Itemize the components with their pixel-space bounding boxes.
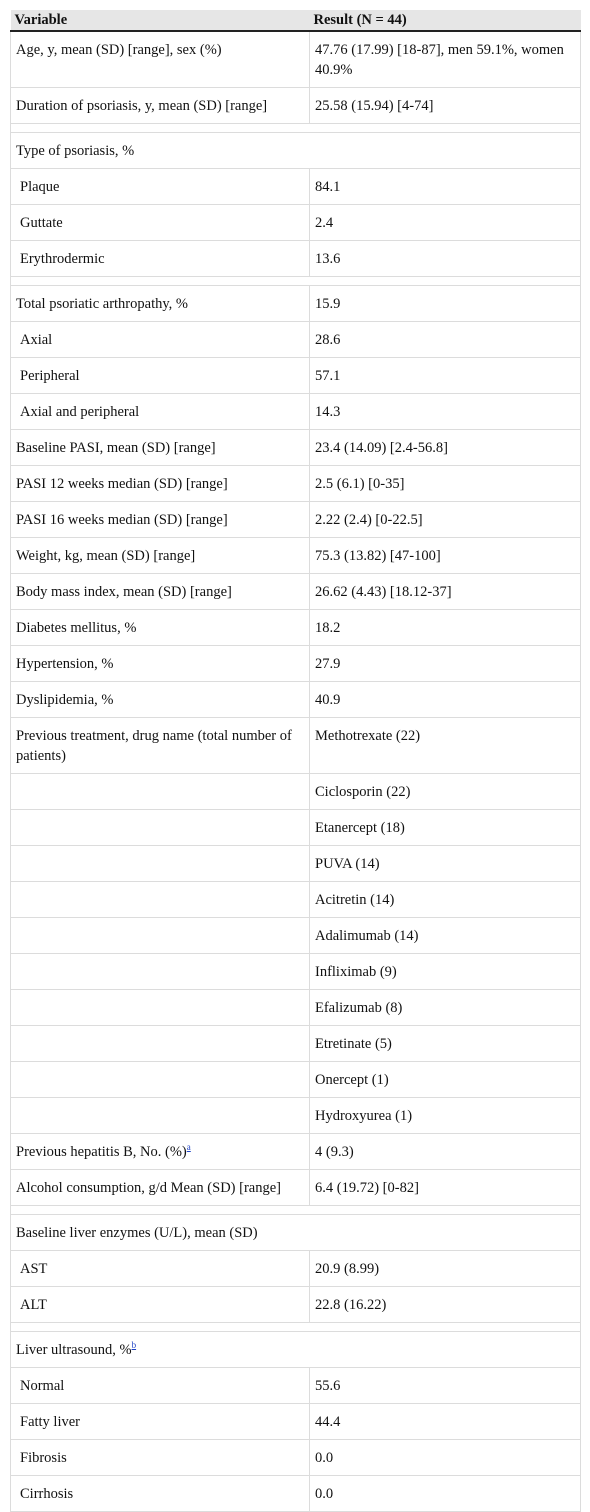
- row-label: Normal: [11, 1368, 310, 1404]
- row-value: Hydroxyurea (1): [310, 1098, 581, 1134]
- row-label: Weight, kg, mean (SD) [range]: [11, 538, 310, 574]
- table-row: [11, 466, 581, 502]
- row-label: Hypertension, %: [11, 646, 310, 682]
- row-label: Fatty liver: [11, 1404, 310, 1440]
- table-row: [11, 169, 581, 205]
- row-label-text: Previous hepatitis B, No. (%): [16, 1144, 187, 1160]
- row-value: Methotrexate (22): [310, 718, 581, 774]
- row-label: [11, 1134, 310, 1170]
- table-row: [11, 646, 581, 682]
- table-header-row: [11, 10, 581, 31]
- table-row: [11, 954, 581, 990]
- table-row: [11, 538, 581, 574]
- table-row: [11, 810, 581, 846]
- row-label: Duration of psoriasis, y, mean (SD) [range]: [11, 88, 310, 124]
- row-value: 26.62 (4.43) [18.12-37]: [310, 574, 581, 610]
- spacer-row: [11, 1206, 581, 1215]
- row-label: [11, 1026, 310, 1062]
- data-table: [10, 10, 581, 1512]
- table-row: [11, 31, 581, 88]
- row-label: [11, 990, 310, 1026]
- table-row: [11, 1476, 581, 1512]
- row-value: 84.1: [310, 169, 581, 205]
- section-header-row: [11, 1332, 581, 1368]
- table-row: [11, 1026, 581, 1062]
- row-value: PUVA (14): [310, 846, 581, 882]
- table-row: [11, 430, 581, 466]
- table-row: [11, 241, 581, 277]
- row-value: 27.9: [310, 646, 581, 682]
- table-row: [11, 1062, 581, 1098]
- row-label: Fibrosis: [11, 1440, 310, 1476]
- row-label: AST: [11, 1251, 310, 1287]
- row-label: [11, 774, 310, 810]
- table-row: [11, 846, 581, 882]
- row-value: 47.76 (17.99) [18-87], men 59.1%, women 40.9%: [310, 31, 581, 88]
- row-value: Ciclosporin (22): [310, 774, 581, 810]
- row-value: Infliximab (9): [310, 954, 581, 990]
- row-value: 6.4 (19.72) [0-82]: [310, 1170, 581, 1206]
- column-header-result: Result (N = 44): [310, 10, 581, 31]
- row-label: Baseline PASI, mean (SD) [range]: [11, 430, 310, 466]
- row-value: 13.6: [310, 241, 581, 277]
- row-value: 2.22 (2.4) [0-22.5]: [310, 502, 581, 538]
- row-label: Plaque: [11, 169, 310, 205]
- footnote-marker: [132, 1340, 137, 1350]
- row-label: [11, 810, 310, 846]
- section-header-row: [11, 133, 581, 169]
- table-row: [11, 718, 581, 774]
- spacer-row: [11, 124, 581, 133]
- row-label: Peripheral: [11, 358, 310, 394]
- section-label: Baseline liver enzymes (U/L), mean (SD): [11, 1215, 581, 1251]
- row-value: 75.3 (13.82) [47-100]: [310, 538, 581, 574]
- row-value: 40.9: [310, 682, 581, 718]
- row-label: Dyslipidemia, %: [11, 682, 310, 718]
- row-value: Adalimumab (14): [310, 918, 581, 954]
- table-row: [11, 322, 581, 358]
- row-label: Diabetes mellitus, %: [11, 610, 310, 646]
- row-value: 14.3: [310, 394, 581, 430]
- row-value: 20.9 (8.99): [310, 1251, 581, 1287]
- row-value: 0.0: [310, 1440, 581, 1476]
- row-value: Etanercept (18): [310, 810, 581, 846]
- row-label: Erythrodermic: [11, 241, 310, 277]
- row-label: Alcohol consumption, g/d Mean (SD) [range]: [11, 1170, 310, 1206]
- row-label: [11, 1098, 310, 1134]
- row-value: 2.5 (6.1) [0-35]: [310, 466, 581, 502]
- row-label: [11, 918, 310, 954]
- row-label: Body mass index, mean (SD) [range]: [11, 574, 310, 610]
- row-label: Axial: [11, 322, 310, 358]
- table-row: [11, 1368, 581, 1404]
- footnote-link-b[interactable]: b: [131, 1340, 137, 1351]
- section-header-row: [11, 1215, 581, 1251]
- row-value: 55.6: [310, 1368, 581, 1404]
- footnote-marker: [187, 1142, 191, 1152]
- table-row: [11, 574, 581, 610]
- footnote-link-a[interactable]: a: [186, 1142, 191, 1153]
- table-row: [11, 358, 581, 394]
- row-value: 28.6: [310, 322, 581, 358]
- section-label-text: Liver ultrasound, %: [16, 1342, 132, 1358]
- table-row: [11, 1404, 581, 1440]
- section-label: Type of psoriasis, %: [11, 133, 581, 169]
- row-label: Cirrhosis: [11, 1476, 310, 1512]
- row-label: Age, y, mean (SD) [range], sex (%): [11, 31, 310, 88]
- row-label: [11, 882, 310, 918]
- table-row: [11, 682, 581, 718]
- row-label: [11, 846, 310, 882]
- table-container: [10, 10, 580, 1502]
- table-row: [11, 502, 581, 538]
- table-row: [11, 1287, 581, 1323]
- section-label: [11, 1332, 581, 1368]
- spacer-row: [11, 277, 581, 286]
- row-label: [11, 1062, 310, 1098]
- row-label: [11, 954, 310, 990]
- table-row: [11, 1098, 581, 1134]
- table-row: [11, 1440, 581, 1476]
- row-label: Total psoriatic arthropathy, %: [11, 286, 310, 322]
- row-value: 23.4 (14.09) [2.4-56.8]: [310, 430, 581, 466]
- table-row: [11, 1170, 581, 1206]
- row-value: Onercept (1): [310, 1062, 581, 1098]
- row-value: 25.58 (15.94) [4-74]: [310, 88, 581, 124]
- row-value: 2.4: [310, 205, 581, 241]
- row-label: Previous treatment, drug name (total number of patients): [11, 718, 310, 774]
- table-row: [11, 394, 581, 430]
- table-row: [11, 1251, 581, 1287]
- row-value: 22.8 (16.22): [310, 1287, 581, 1323]
- row-label: ALT: [11, 1287, 310, 1323]
- row-value: 18.2: [310, 610, 581, 646]
- row-label: Guttate: [11, 205, 310, 241]
- row-value: 4 (9.3): [310, 1134, 581, 1170]
- row-value: Efalizumab (8): [310, 990, 581, 1026]
- row-value: Etretinate (5): [310, 1026, 581, 1062]
- row-value: 15.9: [310, 286, 581, 322]
- row-value: 57.1: [310, 358, 581, 394]
- row-value: 0.0: [310, 1476, 581, 1512]
- row-value: Acitretin (14): [310, 882, 581, 918]
- table-row: [11, 610, 581, 646]
- table-row: [11, 286, 581, 322]
- table-row: [11, 88, 581, 124]
- table-row: [11, 774, 581, 810]
- table-row: [11, 882, 581, 918]
- row-label: PASI 12 weeks median (SD) [range]: [11, 466, 310, 502]
- row-label: PASI 16 weeks median (SD) [range]: [11, 502, 310, 538]
- row-label: Axial and peripheral: [11, 394, 310, 430]
- column-header-variable: Variable: [11, 10, 310, 31]
- table-row: [11, 918, 581, 954]
- spacer-row: [11, 1323, 581, 1332]
- table-row: [11, 205, 581, 241]
- table-row: [11, 990, 581, 1026]
- row-value: 44.4: [310, 1404, 581, 1440]
- table-row: [11, 1134, 581, 1170]
